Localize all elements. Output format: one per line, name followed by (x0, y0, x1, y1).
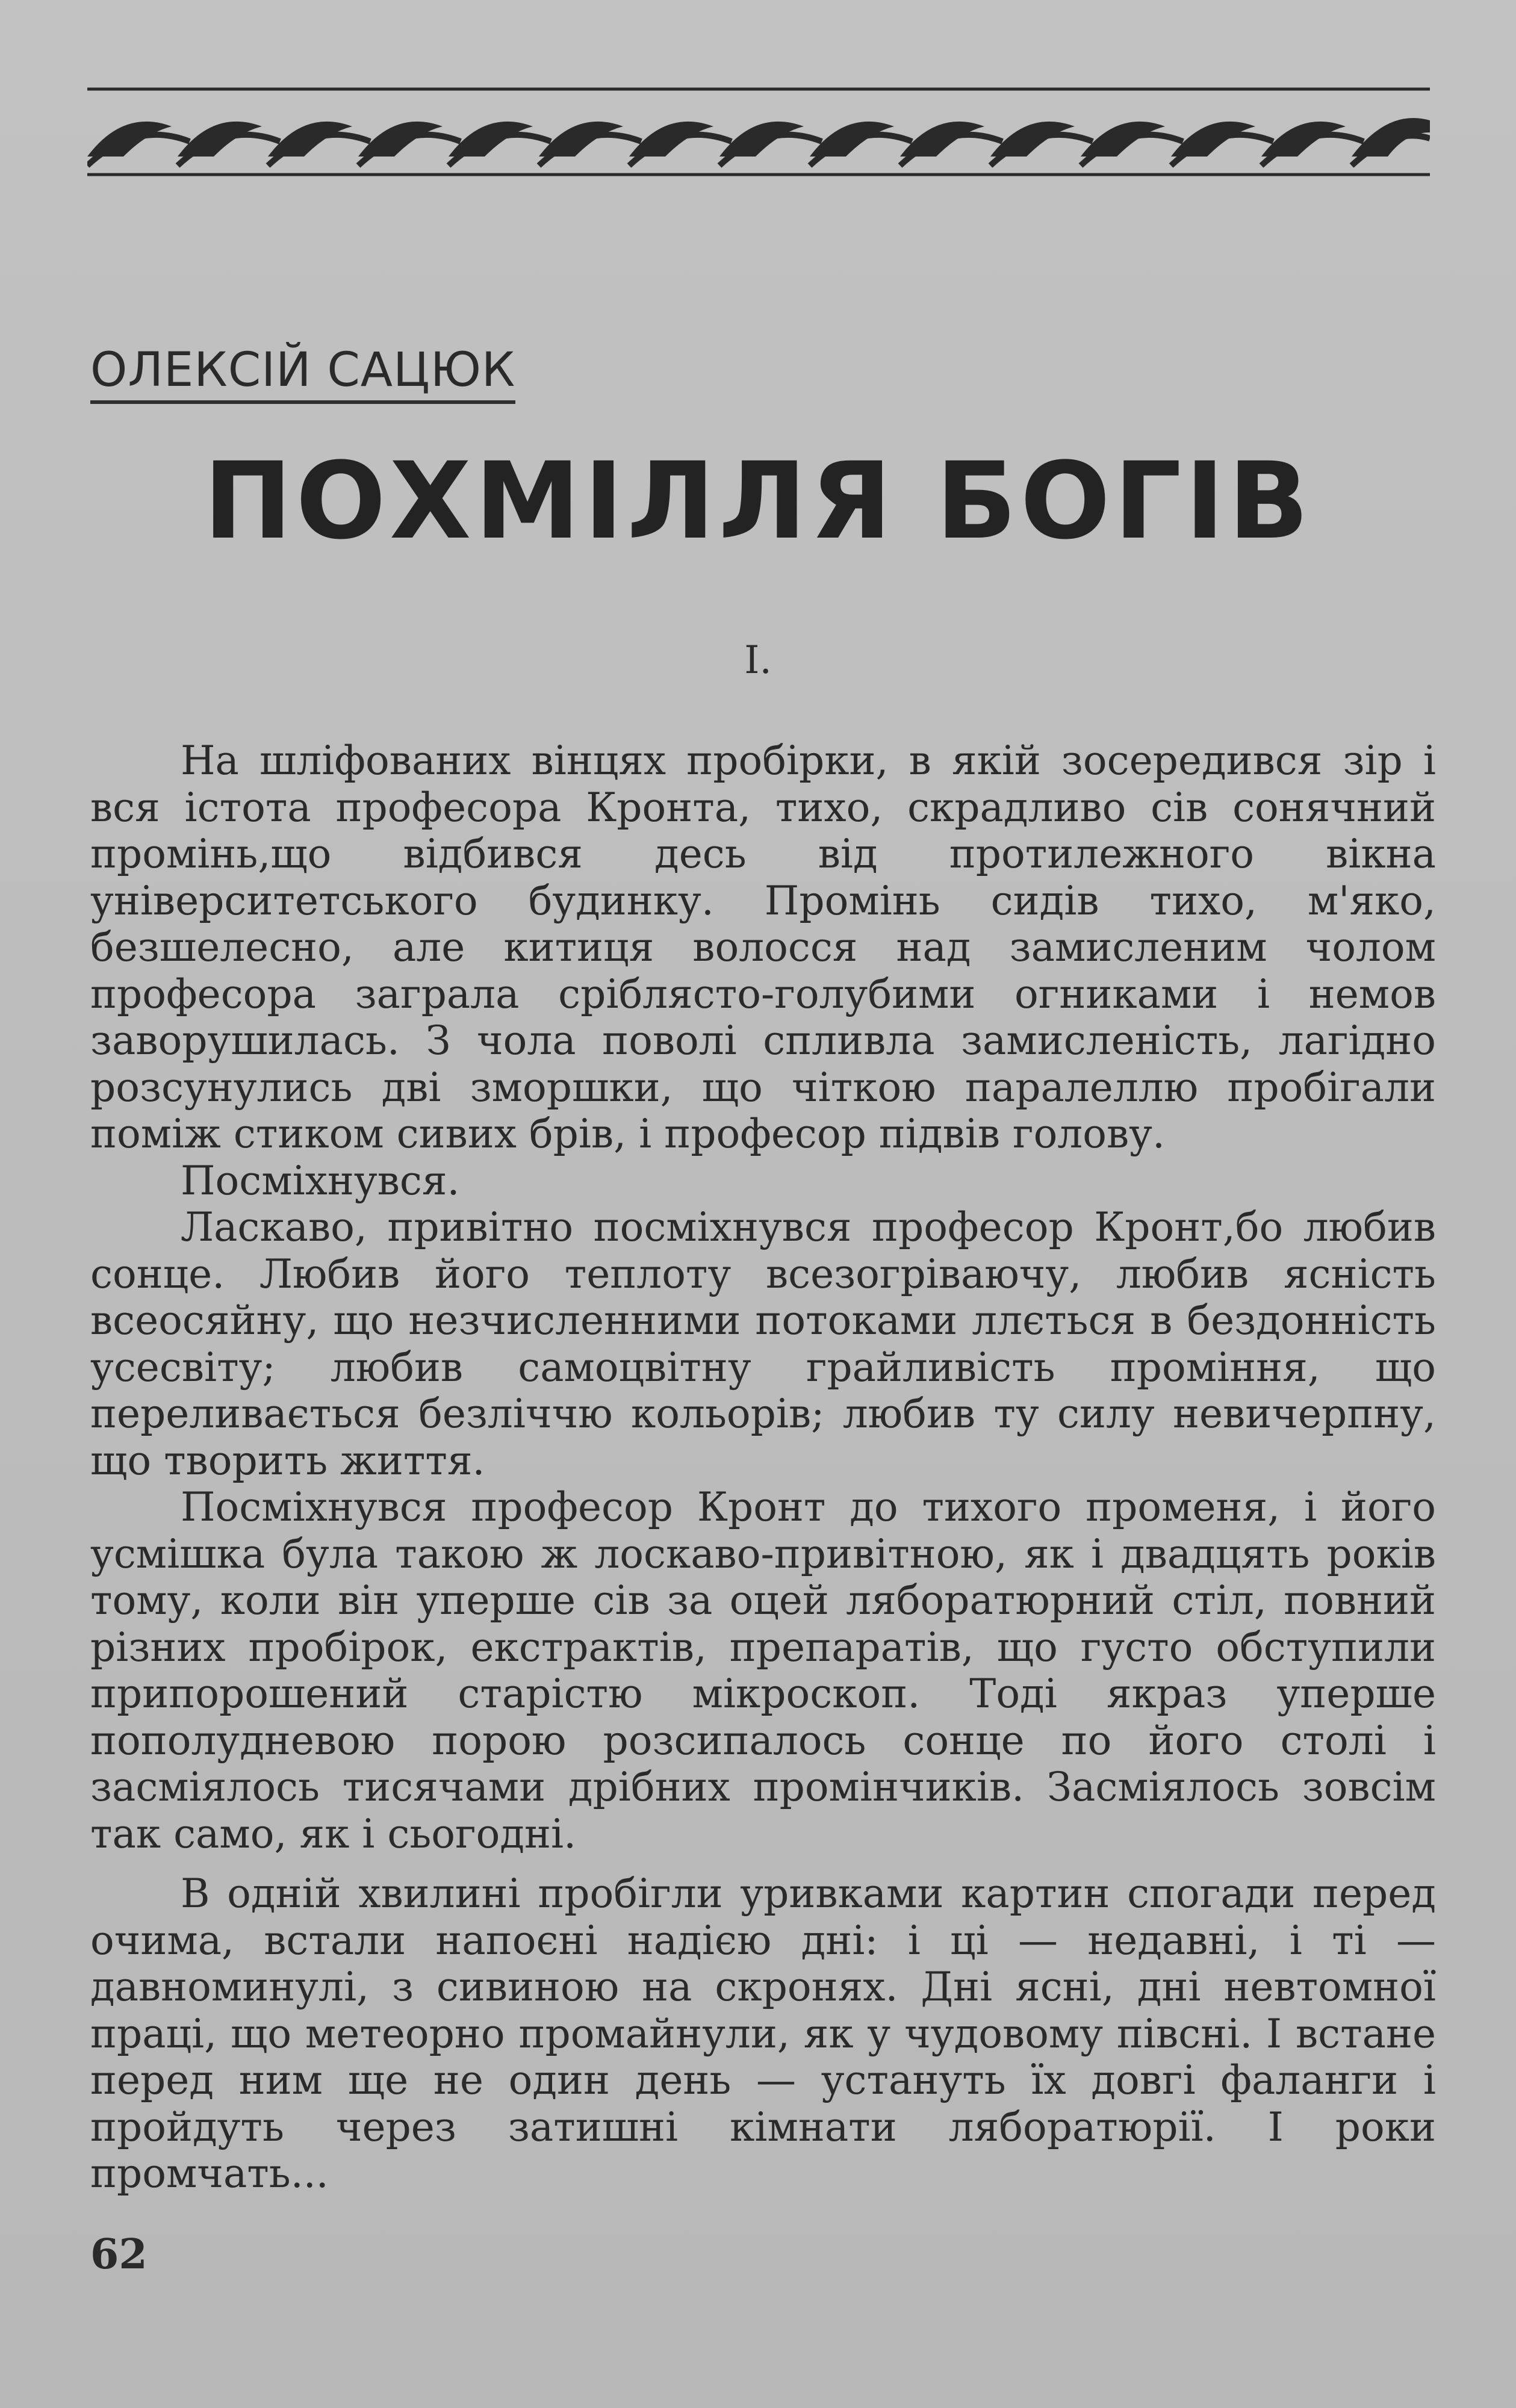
paragraph: На шліфованих вінцях пробірки, в якій зосередився зір і вся істота професора Кронта, тихо, скрадливо сів сонячний промінь,що відбився десь від протилежного вікна університетського будинку. Промінь сидів тихо, м'яко, безшелесно, але китиця волосся над замисленим чолом професора заграла сріблясто-голубими огниками і немов заворушилась. З чола поволі спливла замисленість, лагідно розсунулись дві зморшки, що чіткою паралеллю пробігали поміж стиком сивих брів, і професор підвів голову. (90, 737, 1436, 1157)
page-number: 62 (90, 2230, 148, 2279)
wave-ornament-icon (87, 84, 1430, 181)
paragraph: Посміхнувся професор Кронт до тихого променя, і його усмішка була такою ж лоскаво-привітною, як і двадцять років тому, коли він уперше сів за оцей ляборатюрний стіл, повний різних пробірок, екстрактів, препаратів, що густо обступили припорошений старістю мікроскоп. Тоді якраз уперше пополудневою порою розсипалось сонце по його столі і засміялось тисячами дрібних промінчиків. Засміялось зовсім так само, як і сьогодні. (90, 1484, 1436, 1857)
paragraph: Ласкаво, привітно посміхнувся професор Кронт,бо любив сонце. Любив його теплоту всезогріваючу, любив ясність всеосяйну, що незчисленними потоками ллється в бездонність усесвіту; любив самоцвітну грайливість проміння, що переливається безліччю кольорів; любив ту силу невичерпну, що творить життя. (90, 1204, 1436, 1484)
story-text (90, 737, 1436, 2197)
paragraph: Посміхнувся. (181, 1157, 460, 1204)
page-title: ПОХМІЛЛЯ БОГІВ (203, 439, 1313, 563)
author-name: ОЛЕКСІЙ САЦЮК (90, 346, 515, 404)
paragraph: В одній хвилині пробігли уривками картин спогади перед очима, встали напоєні надією дні: і ці — недавні, і ті — давноминулі, з сивиною на скронях. Дні ясні, дні невтомної праці, що метеорно промайнули, як у чудовому півсні. І встане перед ним ще не один день — устануть їх довгі фаланги і пройдуть через затишні кімнати ляборатюрії. І роки промчать... (90, 1870, 1436, 2197)
chapter-number: I. (744, 638, 772, 683)
